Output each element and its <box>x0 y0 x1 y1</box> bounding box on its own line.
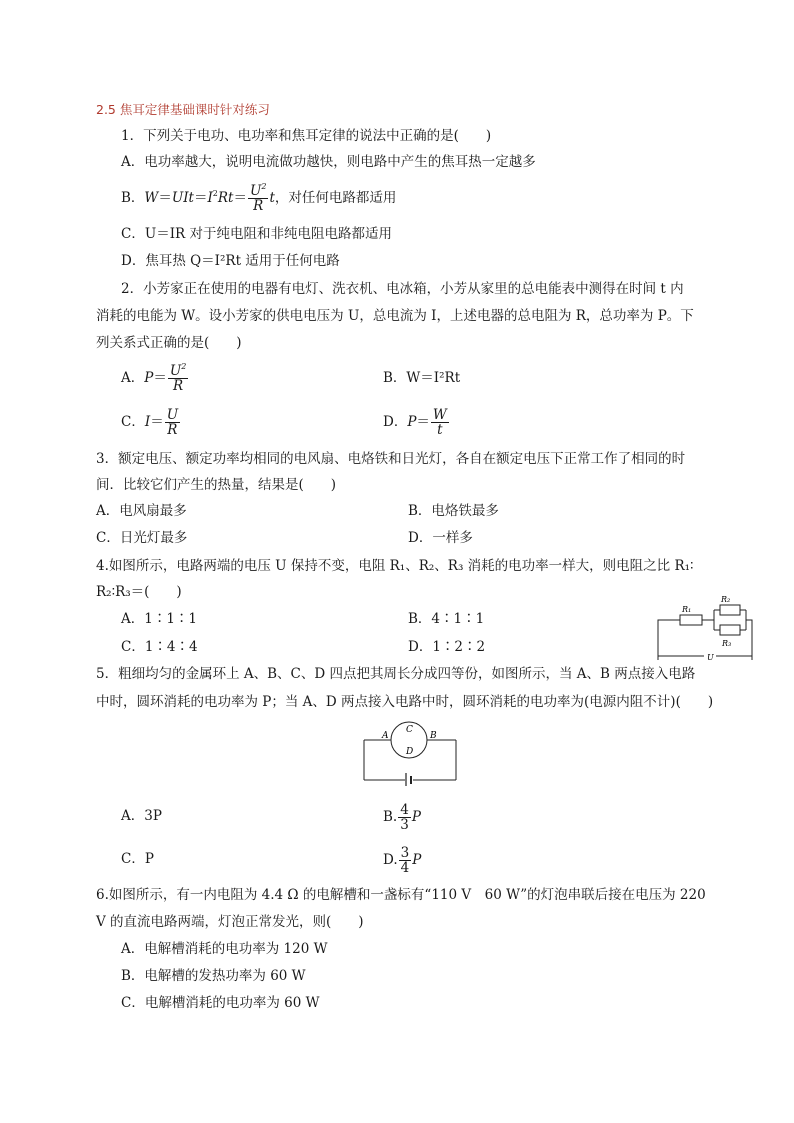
fraction: $\frac{U^2}{R}$ <box>169 362 187 394</box>
q5-line-1: 5．粗细均匀的金属环上 A、B、C、D 四点把其周长分成四等份，如图所示，当 A、B 两点接入电路 <box>96 666 696 682</box>
q6-option-c: C．电解槽消耗的电功率为 60 W <box>121 995 320 1011</box>
q6-option-b: B．电解槽的发热功率为 60 W <box>121 968 306 984</box>
q3-line-1: 3．额定电压、额定功率均相同的电风扇、电烙铁和日光灯，各自在额定电压下正常工作了相同的时 <box>96 451 686 467</box>
r1-label: R₁ <box>682 605 692 614</box>
q1-option-d: D．焦耳热 Q＝I²Rt 适用于任何电路 <box>121 253 340 269</box>
q5-option-d: D. $\frac{3}{4}$ P <box>383 845 422 876</box>
q4-option-a: A．1∶1∶1 <box>121 611 198 627</box>
q1-option-b-formula: $W=UIt=I^2Rt=$ $\frac{U^2}{R}$ t <box>144 182 275 214</box>
q1-option-c: C．U＝IR 对于纯电阻和非纯电阻电路都适用 <box>121 226 392 242</box>
r2-label: R₂ <box>721 595 731 604</box>
q2-option-c: C．I＝ $\frac{U}{R}$ <box>121 407 179 438</box>
q4-option-c: C．1∶4∶4 <box>121 639 198 655</box>
q2-option-b: B．W＝I²Rt <box>383 370 461 386</box>
r3-label: R₃ <box>722 639 732 648</box>
q1-option-b <box>121 178 396 218</box>
u-label: U <box>707 653 714 662</box>
q4-line-1: 4.如图所示，电路两端的电压 U 保持不变，电阻 R₁、R₂、R₃ 消耗的电功率一样大，则电阻之比 R₁∶ <box>96 558 694 574</box>
q6-line-1: 6.如图所示，有一内电阻为 4.4 Ω 的电解槽和一盏标有“110 V 60 W”的灯泡串联后接在电压为 220 <box>96 887 706 903</box>
point-d-label: D <box>406 747 414 757</box>
q3-option-a: A．电风扇最多 <box>96 503 187 519</box>
q5-option-b: B. $\frac{4}{3}$ P <box>383 802 421 833</box>
q3-option-c: C．日光灯最多 <box>96 530 188 546</box>
q6-line-2: V 的直流电路两端，灯泡正常发光，则( ) <box>96 914 364 930</box>
q2-line-1: 2．小芳家正在使用的电器有电灯、洗衣机、电冰箱，小芳从家里的总电能表中测得在时间 t 内 <box>121 281 684 297</box>
q2-line-2: 消耗的电能为 W。设小芳家的供电电压为 U，总电流为 I，上述电器的总电阻为 R，总功率为 P。下 <box>96 308 694 324</box>
point-a-label: A <box>382 731 389 741</box>
q1-stem: 1．下列关于电功、电功率和焦耳定律的说法中正确的是( ) <box>121 128 492 144</box>
q2-line-3: 列关系式正确的是( ) <box>96 335 242 351</box>
q3-line-2: 间．比较它们产生的热量，结果是( ) <box>96 477 337 493</box>
q5-option-c: C．P <box>121 851 154 867</box>
fraction: $\frac{U}{R}$ <box>166 407 179 438</box>
q2-option-d: D．P＝ $\frac{W}{t}$ <box>383 407 447 438</box>
q5-option-a: A．3P <box>121 808 162 824</box>
q4-line-2: R₂∶R₃＝( ) <box>96 584 182 600</box>
q2-option-a: A．P＝ $\frac{U^2}{R}$ <box>121 362 187 394</box>
q1-option-b-prefix: B． <box>121 190 145 206</box>
q6-option-a: A．电解槽消耗的电功率为 120 W <box>121 941 328 957</box>
q3-option-b: B．电烙铁最多 <box>408 503 499 519</box>
q1-option-b-suffix: ，对任何电路都适用 <box>274 190 397 206</box>
fraction: $\frac{4}{3}$ <box>400 802 409 833</box>
page-title: 2.5 焦耳定律基础课时针对练习 <box>96 102 270 117</box>
q1-option-a: A．电功率越大，说明电流做功越快，则电路中产生的焦耳热一定越多 <box>121 154 536 170</box>
fraction: $\frac{U^2}{R}$ <box>249 182 267 214</box>
q5-ring-circuit-diagram <box>356 716 462 786</box>
fraction: $\frac{W}{t}$ <box>432 407 447 438</box>
fraction: $\frac{3}{4}$ <box>400 845 410 876</box>
point-b-label: B <box>430 731 437 741</box>
q5-line-2: 中时，圆环消耗的电功率为 P；当 A、D 两点接入电路中时，圆环消耗的电功率为(电源内阻不计)( ) <box>96 694 714 710</box>
point-c-label: C <box>406 725 413 735</box>
q4-option-b: B．4∶1∶1 <box>408 611 485 627</box>
q3-option-d: D．一样多 <box>408 530 473 546</box>
q4-circuit-diagram <box>654 590 758 662</box>
q4-option-d: D．1∶2∶2 <box>408 639 486 655</box>
